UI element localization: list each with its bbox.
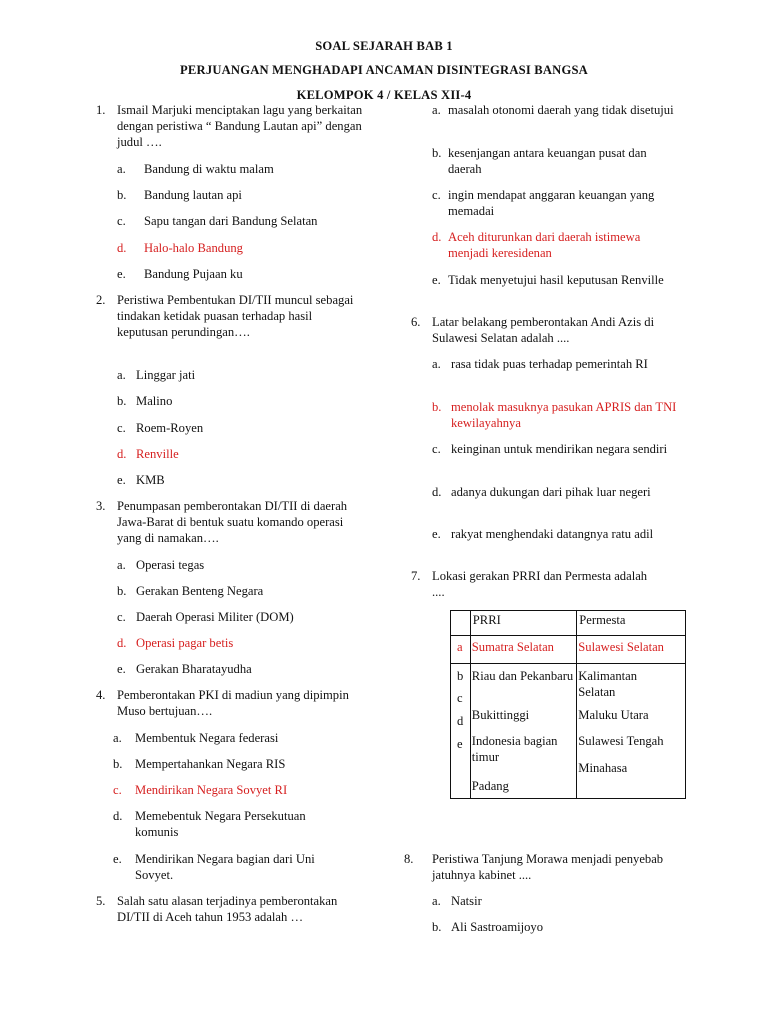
option-text: Operasi pagar betis (136, 636, 234, 650)
table-header-prri: PRRI (470, 611, 576, 636)
table-header-permesta: Permesta (577, 611, 686, 636)
option-letter: c. (113, 783, 122, 797)
option-letter: a. (432, 103, 441, 117)
table-prri-e: Padang (471, 779, 509, 793)
table-row-a[interactable] (451, 636, 686, 664)
option-letter: a. (432, 894, 441, 908)
option-text: Linggar jati (136, 368, 196, 382)
question-number: 2. (96, 293, 106, 307)
question-number: 3. (96, 499, 106, 513)
option-letter: a. (113, 731, 122, 745)
option-text: KMB (136, 473, 165, 487)
table-prri-d: Indonesia bagian timur (471, 734, 558, 764)
option-letter: d. (117, 636, 127, 650)
table-prri-c: Bukittinggi (471, 708, 530, 722)
option-text: ingin mendapat anggaran keuangan yang memadai (448, 188, 655, 218)
table-prri-b: Riau dan Pekanbaru (471, 669, 574, 683)
option-text: Natsir (451, 894, 482, 908)
option-letter: a. (117, 368, 126, 382)
option-text: Gerakan Benteng Negara (136, 584, 264, 598)
option-letter: c. (117, 421, 126, 435)
option-letter: e. (117, 662, 126, 676)
option-text: masalah otonomi daerah yang tidak disetujui (448, 103, 674, 117)
option-text: Roem-Royen (136, 421, 204, 435)
option-letter: c. (117, 214, 126, 228)
option-text: Aceh diturunkan dari daerah istimewa menjadi keresidenan (448, 230, 641, 260)
option-letter: b. (432, 146, 442, 160)
table-permesta-b: Kalimantan Selatan (578, 669, 638, 699)
question-text: Peristiwa Tanjung Morawa menjadi penyebab jatuhnya kabinet .... (432, 852, 664, 882)
table-letter-d: d (457, 714, 464, 728)
option-text: Ali Sastroamijoyo (451, 920, 543, 934)
option-letter: b. (117, 188, 127, 202)
option-text: Membentuk Negara federasi (135, 731, 279, 745)
option-letter: b. (117, 584, 127, 598)
document-title: SOAL SEJARAH BAB 1 (315, 39, 453, 53)
option-text: Halo-halo Bandung (144, 241, 243, 255)
option-letter: b. (432, 400, 442, 414)
option-text: adanya dukungan dari pihak luar negeri (451, 485, 651, 499)
option-letter: b. (113, 757, 123, 771)
question-number: 5. (96, 894, 106, 908)
option-letter: d. (117, 447, 127, 461)
option-text: Memebentuk Negara Persekutuan komunis (135, 809, 306, 839)
table-prri-cell (470, 664, 576, 799)
option-letter: c. (117, 610, 126, 624)
question-number: 7. (411, 569, 421, 583)
question-text: Lokasi gerakan PRRI dan Permesta adalah .... (432, 569, 648, 599)
prri-permesta-table (450, 610, 686, 799)
option-letter: e. (432, 527, 441, 541)
table-letter-b: b (457, 669, 464, 683)
table-permesta-cell (577, 664, 686, 799)
table-letter-e: e (457, 737, 463, 751)
table-letter-c: c (457, 691, 463, 705)
option-text: menolak masuknya pasukan APRIS dan TNI kewilayahnya (451, 400, 677, 430)
option-text: Mendirikan Negara bagian dari Uni Sovyet. (135, 852, 315, 882)
question-text: Penumpasan pemberontakan DI/TII di daerah Jawa-Barat di bentuk suatu komando operasi yang di namakan…. (117, 499, 348, 545)
option-letter: a. (432, 357, 441, 371)
question-number: 6. (411, 315, 421, 329)
option-letter: a. (117, 558, 126, 572)
option-text: rakyat menghendaki datangnya ratu adil (451, 527, 654, 541)
question-text: Salah satu alasan terjadinya pemberontakan DI/TII di Aceh tahun 1953 adalah … (117, 894, 338, 924)
option-letter: e. (117, 473, 126, 487)
option-letter: d. (117, 241, 127, 255)
table-header-row (451, 611, 686, 636)
option-letter: a. (117, 162, 126, 176)
option-text: keinginan untuk mendirikan negara sendiri (451, 442, 668, 456)
option-letter: e. (117, 267, 126, 281)
table-prri-a: Sumatra Selatan (470, 636, 576, 664)
table-letter-a: a (451, 636, 471, 664)
option-text: Daerah Operasi Militer (DOM) (136, 610, 294, 624)
question-text: Ismail Marjuki menciptakan lagu yang berkaitan dengan peristiwa “ Bandung Lautan api” dengan judul …. (117, 103, 363, 149)
option-letter: c. (432, 442, 441, 456)
option-letter: d. (432, 230, 442, 244)
option-text: Bandung di waktu malam (144, 162, 274, 176)
table-permesta-c: Maluku Utara (578, 708, 649, 722)
question-number: 4. (96, 688, 106, 702)
option-text: Tidak menyetujui hasil keputusan Renville (448, 273, 664, 287)
option-letter: c. (432, 188, 441, 202)
option-letter: e. (432, 273, 441, 287)
option-text: Gerakan Bharatayudha (136, 662, 252, 676)
table-body-row (451, 664, 686, 799)
question-text: Peristiwa Pembentukan DI/TII muncul sebagai tindakan ketidak puasan terhadap hasil keputusan perundingan…. (117, 293, 354, 339)
option-text: Operasi tegas (136, 558, 205, 572)
option-letter: b. (117, 394, 127, 408)
table-letters-cell (451, 664, 471, 799)
option-letter: b. (432, 920, 442, 934)
option-text: Sapu tangan dari Bandung Selatan (144, 214, 318, 228)
option-text: Renville (136, 447, 179, 461)
question-number: 1. (96, 103, 106, 117)
document-subtitle: PERJUANGAN MENGHADAPI ANCAMAN DISINTEGRASI BANGSA (180, 63, 588, 77)
group-class-label: KELOMPOK 4 / KELAS XII-4 (296, 88, 472, 102)
table-permesta-d: Sulawesi Tengah (578, 734, 664, 748)
table-header-empty (451, 611, 471, 636)
option-letter: e. (113, 852, 122, 866)
option-text: Mendirikan Negara Sovyet RI (135, 783, 288, 797)
option-text: rasa tidak puas terhadap pemerintah RI (451, 357, 648, 371)
option-letter: d. (113, 809, 123, 823)
table-permesta-e: Minahasa (578, 761, 628, 775)
table-permesta-a: Sulawesi Selatan (577, 636, 686, 664)
question-text: Latar belakang pemberontakan Andi Azis di Sulawesi Selatan adalah .... (432, 315, 655, 345)
option-text: kesenjangan antara keuangan pusat dan daerah (448, 146, 647, 176)
option-letter: d. (432, 485, 442, 499)
question-number: 8. (404, 852, 414, 866)
option-text: Bandung Pujaan ku (144, 267, 243, 281)
question-text: Pemberontakan PKI di madiun yang dipimpin Muso bertujuan…. (117, 688, 349, 718)
option-text: Malino (136, 394, 173, 408)
option-text: Mempertahankan Negara RIS (135, 757, 286, 771)
option-text: Bandung lautan api (144, 188, 242, 202)
